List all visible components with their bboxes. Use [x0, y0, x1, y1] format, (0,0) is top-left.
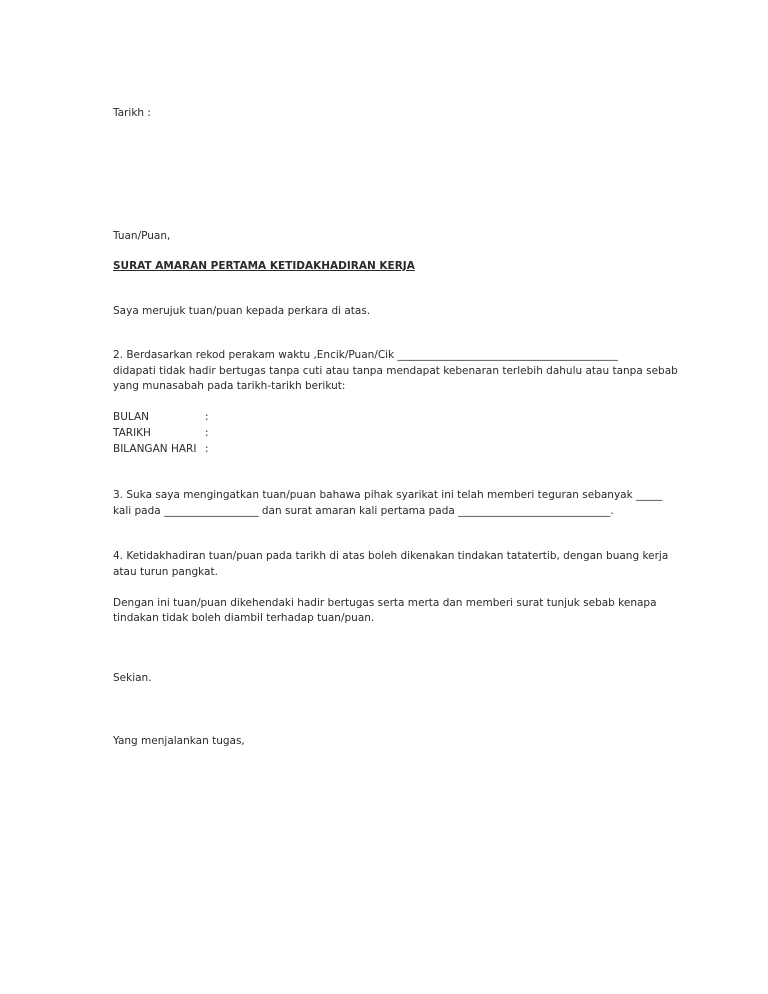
para4-line-1: 4. Ketidakhadiran tuan/puan pada tarikh di atas boleh dikenakan tindakan tatatertib, dengan buang kerja	[113, 550, 669, 562]
para2-line-1: 2. Berdasarkan rekod perakam waktu ,Encik/Puan/Cik __________________________________________	[113, 349, 618, 361]
field-bulan	[113, 410, 209, 424]
para3-line-2: kali pada __________________ dan surat amaran kali pertama pada _____________________________.	[113, 505, 614, 517]
para2-line-3: yang munasabah pada tarikh-tarikh berikut:	[113, 380, 346, 392]
field-label: TARIKH	[113, 427, 151, 439]
para2-line-2: didapati tidak hadir bertugas tanpa cuti atau tanpa mendapat kebenaran terlebih dahulu atau tanpa sebab	[113, 365, 678, 377]
signoff: Yang menjalankan tugas,	[113, 735, 245, 747]
field-separator: :	[205, 411, 209, 423]
field-bilangan-hari	[113, 442, 209, 456]
date-line: Tarikh :	[113, 107, 151, 119]
closing: Sekian.	[113, 672, 152, 684]
field-tarikh	[113, 426, 209, 440]
field-label: BILANGAN HARI	[113, 443, 197, 455]
salutation: Tuan/Puan,	[113, 230, 171, 242]
para5-line-1: Dengan ini tuan/puan dikehendaki hadir bertugas serta merta dan memberi surat tunjuk sebab kenapa	[113, 597, 657, 609]
para3-line-1: 3. Suka saya mengingatkan tuan/puan bahawa pihak syarikat ini telah memberi teguran sebanyak _____	[113, 489, 663, 501]
field-separator: :	[205, 443, 209, 455]
para5-line-2: tindakan tidak boleh diambil terhadap tuan/puan.	[113, 612, 375, 624]
intro-paragraph: Saya merujuk tuan/puan kepada perkara di atas.	[113, 305, 371, 317]
para4-line-2: atau turun pangkat.	[113, 566, 218, 578]
field-label: BULAN	[113, 411, 150, 423]
letter-title: SURAT AMARAN PERTAMA KETIDAKHADIRAN KERJA	[113, 260, 415, 272]
field-separator: :	[205, 427, 209, 439]
